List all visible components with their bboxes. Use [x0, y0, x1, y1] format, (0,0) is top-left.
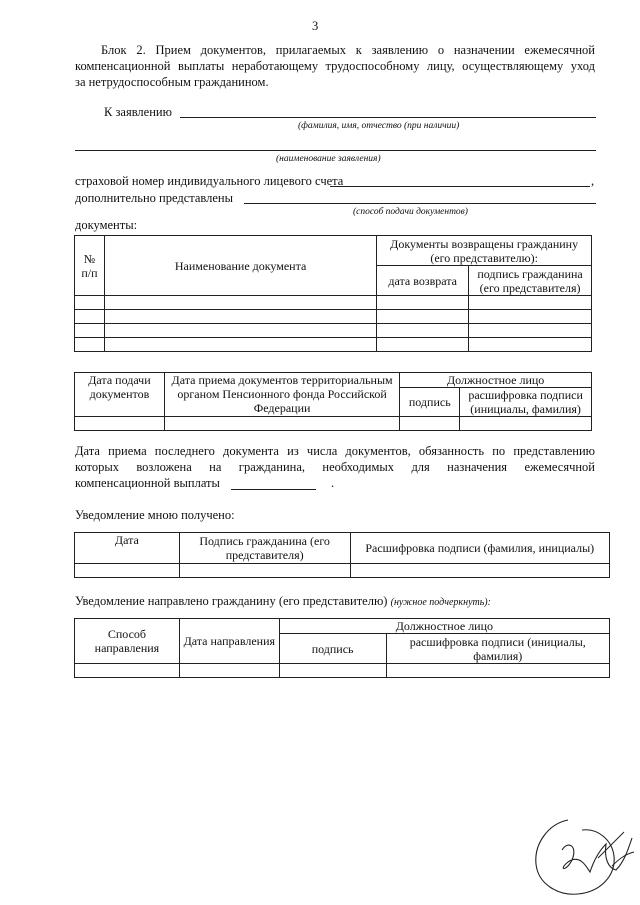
documents-table-col-return-date: дата возврата [377, 266, 469, 296]
application-name-hint: (наименование заявления) [276, 154, 381, 164]
documents-table-col-signature: подпись гражданина (его представителя) [469, 266, 592, 296]
snils-line[interactable] [330, 186, 590, 187]
documents-table-col-no [75, 236, 105, 296]
table-row[interactable] [75, 564, 610, 578]
acceptance-table [74, 372, 592, 431]
notice-received-col-sign: Подпись гражданина (его представителя) [179, 533, 350, 564]
notice-received-table [74, 532, 610, 578]
last-doc-paragraph [75, 443, 595, 491]
snils-comma: , [591, 174, 595, 188]
block-heading-line3: за нетрудоспособным гражданином. [75, 75, 269, 89]
documents-table [74, 235, 592, 352]
table-row[interactable] [75, 324, 592, 338]
col-no-line2: п/п [81, 265, 98, 280]
table-row[interactable] [75, 664, 610, 678]
last-doc-line2: которых возложена на гражданина, необходимых для назначения ежемесячной [75, 460, 595, 474]
table-row[interactable] [75, 296, 592, 310]
acceptance-col-official: Должностное лицо [400, 373, 592, 388]
notice-received-label: Уведомление мною получено: [75, 508, 235, 522]
fio-line[interactable] [180, 117, 596, 118]
acceptance-col-decode: расшифровка подписи (инициалы, фамилия) [460, 388, 592, 417]
last-doc-period: . [331, 476, 335, 490]
acceptance-col-sign: подпись [400, 388, 460, 417]
additionally-label: дополнительно представлены [75, 191, 234, 205]
block-heading-line1: Блок 2. Прием документов, прилагаемых к заявлению о назначении ежемесячной [101, 43, 595, 57]
table-row[interactable] [75, 338, 592, 352]
notice-sent-col-sign: подпись [279, 634, 386, 664]
table-row[interactable] [75, 310, 592, 324]
snils-label: страховой номер индивидуального лицевого счета [75, 174, 344, 188]
documents-table-header-row [75, 236, 592, 266]
acceptance-col-submit-date: Дата подачи документов [75, 373, 165, 417]
block-heading-line2: компенсационной выплаты неработающему трудоспособному лицу, осуществляющему уход [75, 59, 595, 73]
notice-sent-header-row [75, 619, 610, 634]
to-application-label: К заявлению [104, 105, 172, 119]
notice-received-col-date: Дата [75, 533, 180, 564]
notice-sent-col-official: Должностное лицо [279, 619, 609, 634]
notice-sent-col-method: Способ направления [75, 619, 180, 664]
last-doc-line1: Дата приема последнего документа из числа документов, обязанность по представлению [75, 444, 595, 458]
notice-sent-col-date: Дата направления [179, 619, 279, 664]
table-row[interactable] [75, 417, 592, 431]
acceptance-table-header-row [75, 373, 592, 388]
col-no-line1: № [83, 251, 96, 266]
notice-sent-label-wrap [75, 593, 491, 611]
acceptance-col-accept-date: Дата приема документов территориальным органом Пенсионного фонда Российской Федерации [164, 373, 399, 417]
application-name-line[interactable] [75, 150, 596, 151]
handwritten-signature [528, 810, 636, 902]
last-doc-date-line[interactable] [231, 489, 316, 490]
documents-label: документы: [75, 218, 138, 232]
documents-table-col-returned: Документы возвращены гражданину (его представителю): [377, 236, 592, 266]
notice-sent-table [74, 618, 610, 678]
block-heading [75, 42, 595, 90]
documents-table-col-name: Наименование документа [104, 236, 376, 296]
last-doc-line3: компенсационной выплаты [75, 476, 220, 490]
notice-received-col-decode: Расшифровка подписи (фамилия, инициалы) [350, 533, 609, 564]
notice-sent-label: Уведомление направлено гражданину (его представителю) [75, 594, 388, 608]
notice-sent-hint: (нужное подчеркнуть): [390, 597, 491, 608]
method-hint: (способ подачи документов) [353, 207, 468, 217]
notice-received-header-row [75, 533, 610, 564]
fio-hint: (фамилия, имя, отчество (при наличии) [298, 121, 460, 131]
notice-sent-col-decode: расшифровка подписи (инициалы, фамилия) [386, 634, 609, 664]
page-number: 3 [312, 19, 319, 33]
method-line[interactable] [244, 203, 596, 204]
